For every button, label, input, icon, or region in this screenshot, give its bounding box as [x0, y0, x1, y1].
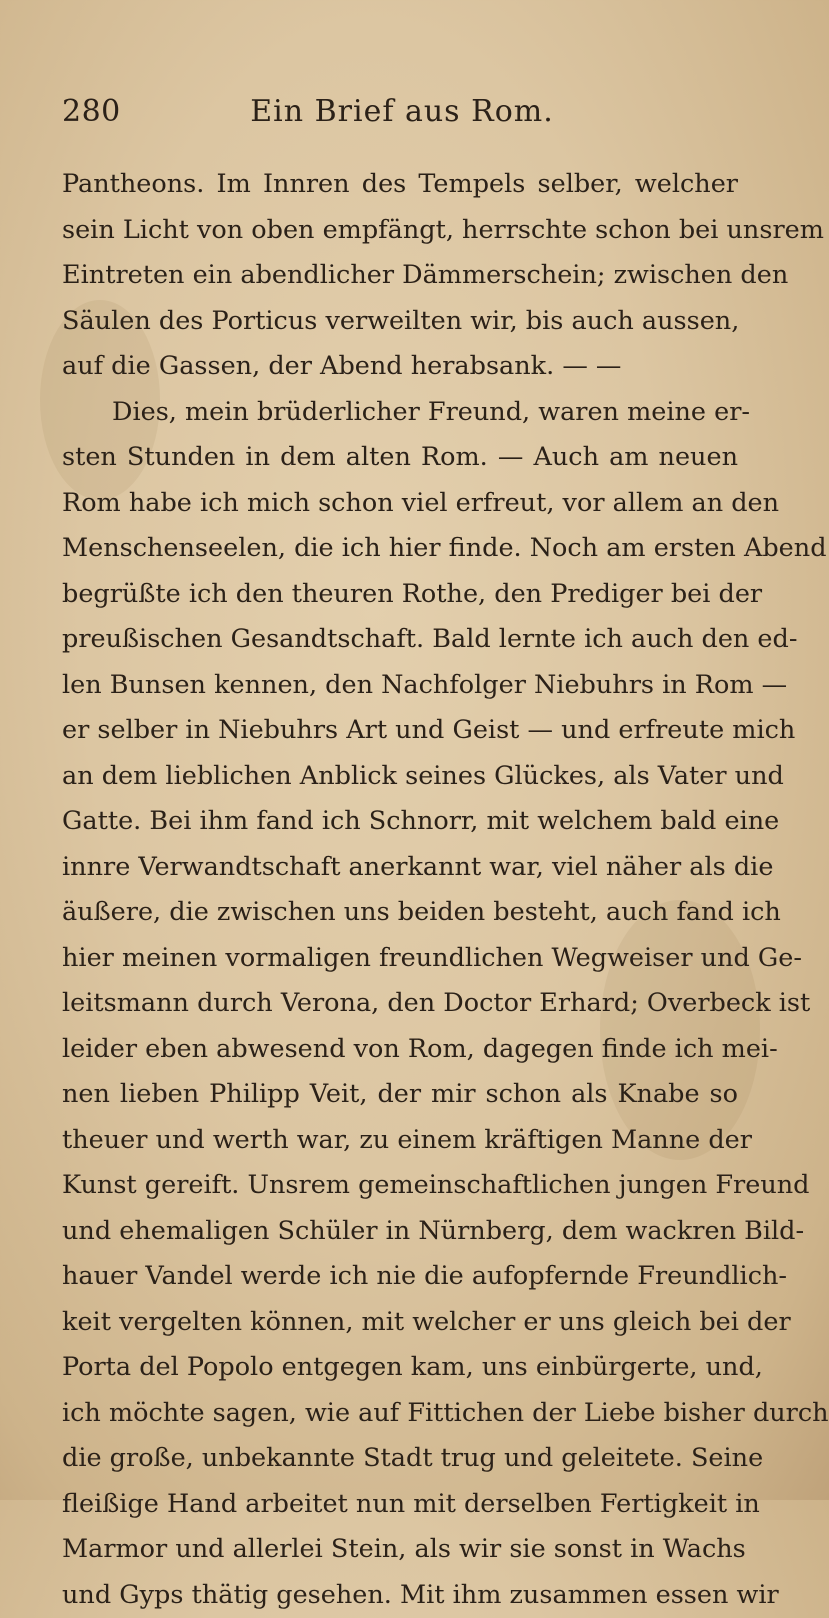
- text-line: Pantheons. Im Innren des Tempels selber, welcher: [62, 162, 738, 208]
- text-line: innre Verwandtschaft anerkannt war, viel näher als die: [62, 845, 738, 891]
- text-line: keit vergelten können, mit welcher er uns gleich bei der: [62, 1300, 738, 1346]
- text-line: preußischen Gesandtschaft. Bald lernte ich auch den ed-: [62, 617, 738, 663]
- text-line: Menschenseelen, die ich hier finde. Noch am ersten Abend: [62, 526, 738, 572]
- text-line: sein Licht von oben empfängt, herrschte schon bei unsrem: [62, 208, 738, 254]
- text-line: und Gyps thätig gesehen. Mit ihm zusammen essen wir: [62, 1573, 738, 1618]
- text-line: Kunst gereift. Unsrem gemeinschaftlichen jungen Freund: [62, 1163, 738, 1209]
- text-line: ich möchte sagen, wie auf Fittichen der Liebe bisher durch: [62, 1391, 738, 1437]
- text-line: er selber in Niebuhrs Art und Geist — und erfreute mich: [62, 708, 738, 754]
- text-line: Porta del Popolo entgegen kam, uns einbürgerte, und,: [62, 1345, 738, 1391]
- text-line: Dies, mein brüderlicher Freund, waren meine er-: [62, 390, 738, 436]
- running-title: Ein Brief aus Rom.: [62, 94, 742, 129]
- text-line: Rom habe ich mich schon viel erfreut, vor allem an den: [62, 481, 738, 527]
- body-text: [62, 162, 738, 1618]
- text-line: Gatte. Bei ihm fand ich Schnorr, mit welchem bald eine: [62, 799, 738, 845]
- text-line: an dem lieblichen Anblick seines Glückes, als Vater und: [62, 754, 738, 800]
- text-line: hier meinen vormaligen freundlichen Wegweiser und Ge-: [62, 936, 738, 982]
- page-header: [62, 94, 742, 144]
- text-line: und ehemaligen Schüler in Nürnberg, dem wackren Bild-: [62, 1209, 738, 1255]
- page-number: 280: [62, 94, 121, 129]
- text-line: Säulen des Porticus verweilten wir, bis auch aussen,: [62, 299, 738, 345]
- text-line: hauer Vandel werde ich nie die aufopfernde Freundlich-: [62, 1254, 738, 1300]
- text-line: nen lieben Philipp Veit, der mir schon als Knabe so: [62, 1072, 738, 1118]
- text-line: Marmor und allerlei Stein, als wir sie sonst in Wachs: [62, 1527, 738, 1573]
- text-line: theuer und werth war, zu einem kräftigen Manne der: [62, 1118, 738, 1164]
- text-line: Eintreten ein abendlicher Dämmerschein; zwischen den: [62, 253, 738, 299]
- text-line: len Bunsen kennen, den Nachfolger Niebuhrs in Rom —: [62, 663, 738, 709]
- text-line: auf die Gassen, der Abend herabsank. — —: [62, 344, 738, 390]
- text-line: leider eben abwesend von Rom, dagegen finde ich mei-: [62, 1027, 738, 1073]
- text-line: leitsmann durch Verona, den Doctor Erhard; Overbeck ist: [62, 981, 738, 1027]
- text-line: äußere, die zwischen uns beiden besteht, auch fand ich: [62, 890, 738, 936]
- text-line: sten Stunden in dem alten Rom. — Auch am neuen: [62, 435, 738, 481]
- text-line: begrüßte ich den theuren Rothe, den Prediger bei der: [62, 572, 738, 618]
- text-line: die große, unbekannte Stadt trug und geleitete. Seine: [62, 1436, 738, 1482]
- text-line: fleißige Hand arbeitet nun mit derselben Fertigkeit in: [62, 1482, 738, 1528]
